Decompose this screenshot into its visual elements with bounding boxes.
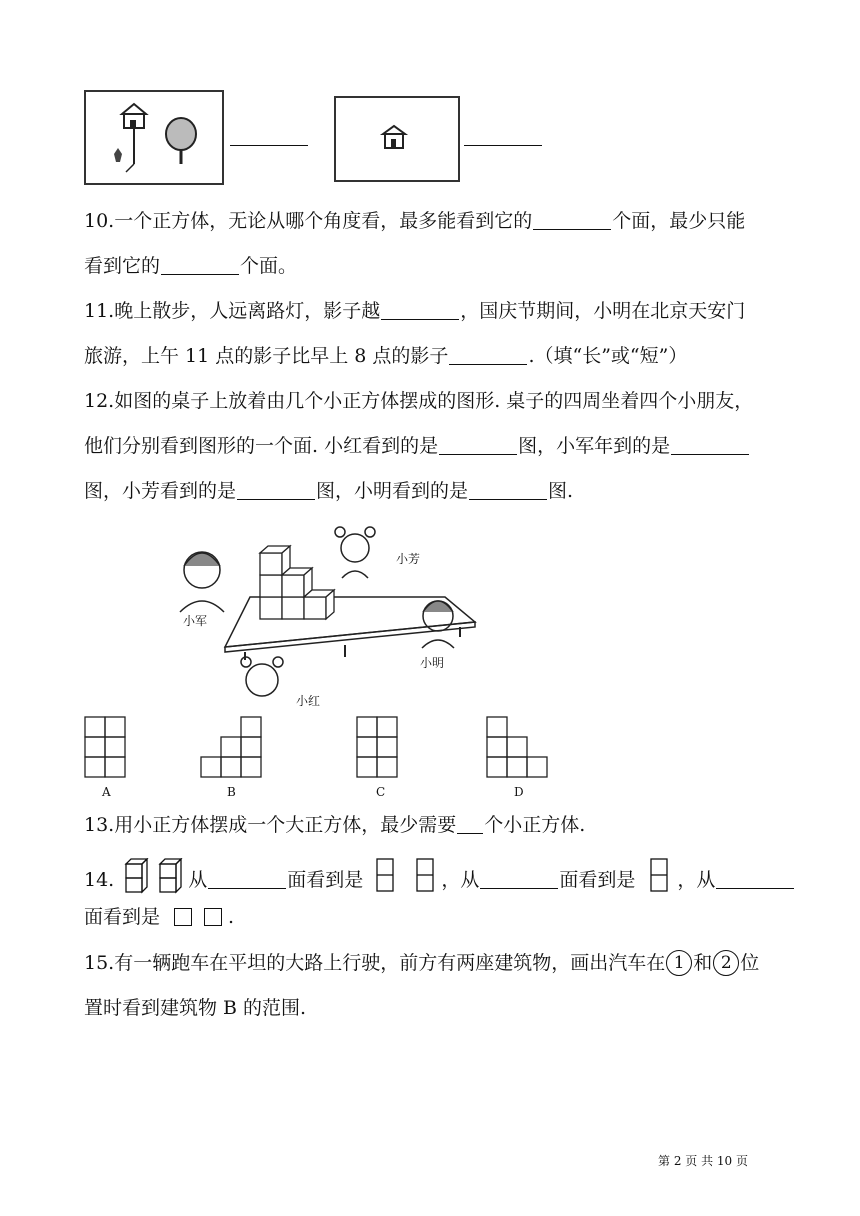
q14-blank-1[interactable] [208,868,286,889]
question-12-line-1: 12.如图的桌子上放着由几个小正方体摆成的图形. 桌子的四周坐着四个小朋友， [84,390,754,412]
question-12-line-3: 图，小芳看到的是 图，小明看到的是 图. [84,480,574,502]
view-two-tall-rects [373,858,437,894]
scene2-answer-blank[interactable] [464,145,542,146]
question-10-line-2: 看到它的 个面。 [84,255,298,277]
cube-stack-figure [124,858,184,894]
q12-blank-xiaoming[interactable] [469,479,547,500]
position-2-marker: 2 [713,950,739,976]
label-xiaoming: 小明 [420,656,445,670]
q13-blank[interactable] [457,813,483,834]
q12-blank-xiaohong[interactable] [439,434,517,455]
tree-house-lamp-illustration [86,92,222,183]
option-d-label: D [514,785,524,799]
q14-blank-2[interactable] [480,868,558,889]
question-11-line-2: 旅游，上午 11 点的影子比早上 8 点的影子 .（填“长”或“短”） [84,345,688,367]
position-1-marker: 1 [666,950,692,976]
label-xiaohong: 小红 [296,694,321,708]
label-xiaojun: 小军 [183,614,208,628]
option-b-figure [200,716,264,780]
q10-blank-max[interactable] [533,209,611,230]
view-square-1 [174,908,192,926]
view-square-2 [204,908,222,926]
option-a-figure [84,716,128,780]
view-one-tall-rect [645,858,673,894]
scene1-answer-blank[interactable] [230,145,308,146]
question-15-line-1: 15.有一辆跑车在平坦的大路上行驶，前方有两座建筑物，画出汽车在 1 和 2 位 [84,952,760,974]
q10-blank-min[interactable] [161,254,239,275]
question-15-line-2: 置时看到建筑物 B 的范围. [84,997,307,1019]
q12-blank-xiaofang[interactable] [237,479,315,500]
scene-image-1 [84,90,224,185]
option-c-label: C [376,785,386,799]
option-c-figure [356,716,400,780]
question-12-line-2: 他们分别看到图形的一个面. 小红看到的是 图，小军年到的是 [84,433,750,459]
question-10-line-1: 10.一个正方体，无论从哪个角度看，最多能看到它的 个面，最少只能 [84,210,746,232]
question-11-line-1: 11.晚上散步，人远离路灯，影子越 ，国庆节期间，小明在北京天安门 [84,300,746,322]
label-xiaofang: 小芳 [396,552,421,566]
option-b-label: B [227,785,236,799]
q12-blank-xiaojun[interactable] [671,434,749,455]
question-14-line-1: 14. 从 面看到是 ，从 面看到是 ，从 [84,858,795,894]
option-d-figure [486,716,550,780]
house-illustration [336,98,458,180]
q11-blank-1[interactable] [381,299,459,320]
question-14-line-2: 面看到是 . [84,906,235,928]
table-cubes-illustration [170,512,490,712]
q14-blank-3[interactable] [716,868,794,889]
option-a-label: A [102,785,111,799]
scene-image-2 [334,96,460,182]
q11-blank-2[interactable] [449,344,527,365]
page-number-footer: 第 2 页 共 10 页 [658,1154,748,1168]
question-13: 13.用小正方体摆成一个大正方体，最少需要 个小正方体. [84,814,586,836]
